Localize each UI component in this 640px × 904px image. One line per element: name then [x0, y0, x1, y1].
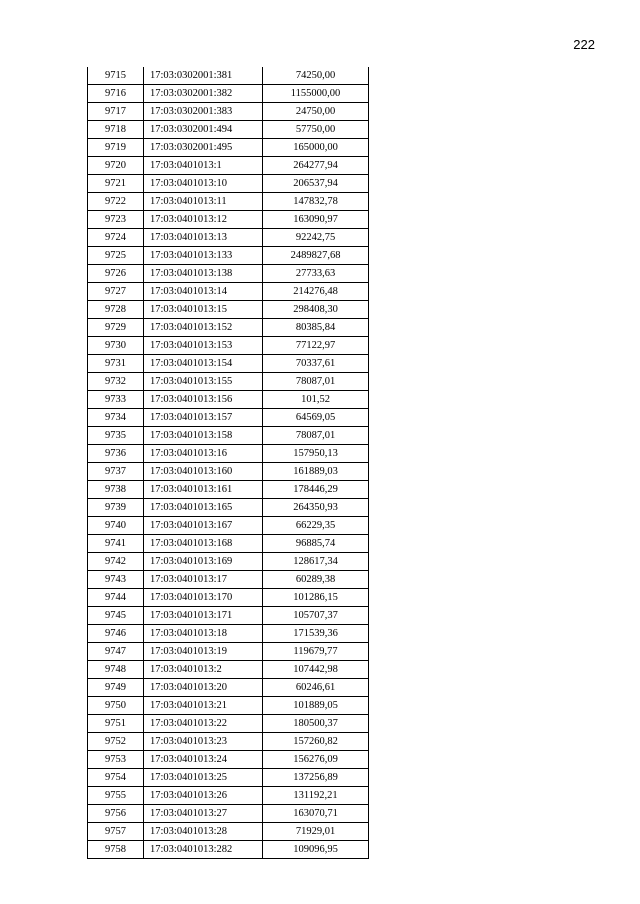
- cadastral-number-cell: 17:03:0401013:10: [144, 175, 263, 193]
- cadastral-value-cell: 60289,38: [263, 571, 369, 589]
- table-row: [88, 283, 369, 301]
- table-row: [88, 697, 369, 715]
- cadastral-value-cell: 60246,61: [263, 679, 369, 697]
- cadastral-value-cell: 147832,78: [263, 193, 369, 211]
- cadastral-number-cell: 17:03:0401013:154: [144, 355, 263, 373]
- cadastral-value-table: [87, 67, 369, 859]
- cadastral-value-cell: 64569,05: [263, 409, 369, 427]
- table-row: [88, 769, 369, 787]
- cadastral-number-cell: 17:03:0401013:21: [144, 697, 263, 715]
- table-row: [88, 517, 369, 535]
- cadastral-value-cell: 71929,01: [263, 823, 369, 841]
- cadastral-number-cell: 17:03:0401013:2: [144, 661, 263, 679]
- cadastral-number-cell: 17:03:0401013:19: [144, 643, 263, 661]
- table-row: [88, 481, 369, 499]
- row-number-cell: 9717: [88, 103, 144, 121]
- table-row: [88, 175, 369, 193]
- row-number-cell: 9756: [88, 805, 144, 823]
- row-number-cell: 9747: [88, 643, 144, 661]
- cadastral-number-cell: 17:03:0302001:494: [144, 121, 263, 139]
- row-number-cell: 9737: [88, 463, 144, 481]
- cadastral-value-table-container: [87, 67, 369, 859]
- row-number-cell: 9739: [88, 499, 144, 517]
- table-row: [88, 499, 369, 517]
- cadastral-number-cell: 17:03:0401013:171: [144, 607, 263, 625]
- cadastral-number-cell: 17:03:0401013:16: [144, 445, 263, 463]
- cadastral-number-cell: 17:03:0401013:24: [144, 751, 263, 769]
- table-row: [88, 373, 369, 391]
- cadastral-value-cell: 137256,89: [263, 769, 369, 787]
- row-number-cell: 9720: [88, 157, 144, 175]
- cadastral-value-cell: 119679,77: [263, 643, 369, 661]
- cadastral-number-cell: 17:03:0302001:383: [144, 103, 263, 121]
- row-number-cell: 9733: [88, 391, 144, 409]
- cadastral-number-cell: 17:03:0401013:12: [144, 211, 263, 229]
- row-number-cell: 9723: [88, 211, 144, 229]
- table-row: [88, 733, 369, 751]
- table-row: [88, 121, 369, 139]
- cadastral-value-cell: 96885,74: [263, 535, 369, 553]
- row-number-cell: 9721: [88, 175, 144, 193]
- table-row: [88, 679, 369, 697]
- row-number-cell: 9727: [88, 283, 144, 301]
- table-row: [88, 841, 369, 859]
- cadastral-value-cell: 156276,09: [263, 751, 369, 769]
- cadastral-value-cell: 70337,61: [263, 355, 369, 373]
- table-row: [88, 355, 369, 373]
- table-row: [88, 211, 369, 229]
- table-row: [88, 787, 369, 805]
- table-row: [88, 229, 369, 247]
- cadastral-value-cell: 78087,01: [263, 427, 369, 445]
- table-row: [88, 427, 369, 445]
- table-row: [88, 553, 369, 571]
- row-number-cell: 9716: [88, 85, 144, 103]
- cadastral-value-cell: 74250,00: [263, 67, 369, 85]
- cadastral-value-cell: 214276,48: [263, 283, 369, 301]
- cadastral-number-cell: 17:03:0401013:152: [144, 319, 263, 337]
- row-number-cell: 9729: [88, 319, 144, 337]
- row-number-cell: 9724: [88, 229, 144, 247]
- row-number-cell: 9736: [88, 445, 144, 463]
- cadastral-number-cell: 17:03:0401013:25: [144, 769, 263, 787]
- cadastral-value-cell: 77122,97: [263, 337, 369, 355]
- cadastral-value-cell: 264350,93: [263, 499, 369, 517]
- row-number-cell: 9728: [88, 301, 144, 319]
- cadastral-value-cell: 206537,94: [263, 175, 369, 193]
- cadastral-number-cell: 17:03:0401013:14: [144, 283, 263, 301]
- cadastral-value-cell: 107442,98: [263, 661, 369, 679]
- cadastral-number-cell: 17:03:0401013:167: [144, 517, 263, 535]
- cadastral-value-cell: 105707,37: [263, 607, 369, 625]
- cadastral-value-cell: 171539,36: [263, 625, 369, 643]
- cadastral-number-cell: 17:03:0401013:168: [144, 535, 263, 553]
- cadastral-number-cell: 17:03:0401013:27: [144, 805, 263, 823]
- row-number-cell: 9738: [88, 481, 144, 499]
- row-number-cell: 9726: [88, 265, 144, 283]
- cadastral-value-cell: 101286,15: [263, 589, 369, 607]
- row-number-cell: 9741: [88, 535, 144, 553]
- cadastral-number-cell: 17:03:0302001:495: [144, 139, 263, 157]
- cadastral-number-cell: 17:03:0401013:13: [144, 229, 263, 247]
- cadastral-value-cell: 66229,35: [263, 517, 369, 535]
- row-number-cell: 9754: [88, 769, 144, 787]
- table-row: [88, 715, 369, 733]
- table-row: [88, 463, 369, 481]
- cadastral-value-cell: 163070,71: [263, 805, 369, 823]
- row-number-cell: 9743: [88, 571, 144, 589]
- row-number-cell: 9755: [88, 787, 144, 805]
- cadastral-value-cell: 27733,63: [263, 265, 369, 283]
- cadastral-number-cell: 17:03:0401013:15: [144, 301, 263, 319]
- cadastral-value-cell: 24750,00: [263, 103, 369, 121]
- table-row: [88, 409, 369, 427]
- cadastral-value-cell: 264277,94: [263, 157, 369, 175]
- row-number-cell: 9734: [88, 409, 144, 427]
- cadastral-number-cell: 17:03:0302001:382: [144, 85, 263, 103]
- row-number-cell: 9748: [88, 661, 144, 679]
- cadastral-value-cell: 109096,95: [263, 841, 369, 859]
- cadastral-value-cell: 161889,03: [263, 463, 369, 481]
- cadastral-value-cell: 128617,34: [263, 553, 369, 571]
- row-number-cell: 9753: [88, 751, 144, 769]
- table-row: [88, 643, 369, 661]
- cadastral-number-cell: 17:03:0401013:169: [144, 553, 263, 571]
- page-number: 222: [573, 37, 595, 52]
- cadastral-number-cell: 17:03:0401013:161: [144, 481, 263, 499]
- cadastral-number-cell: 17:03:0401013:158: [144, 427, 263, 445]
- cadastral-value-cell: 92242,75: [263, 229, 369, 247]
- row-number-cell: 9730: [88, 337, 144, 355]
- cadastral-number-cell: 17:03:0401013:20: [144, 679, 263, 697]
- cadastral-number-cell: 17:03:0401013:133: [144, 247, 263, 265]
- cadastral-value-cell: 101889,05: [263, 697, 369, 715]
- cadastral-number-cell: 17:03:0401013:165: [144, 499, 263, 517]
- table-row: [88, 391, 369, 409]
- row-number-cell: 9722: [88, 193, 144, 211]
- row-number-cell: 9752: [88, 733, 144, 751]
- cadastral-number-cell: 17:03:0401013:155: [144, 373, 263, 391]
- table-body: [88, 67, 369, 859]
- cadastral-value-cell: 57750,00: [263, 121, 369, 139]
- table-row: [88, 589, 369, 607]
- cadastral-number-cell: 17:03:0401013:1: [144, 157, 263, 175]
- table-row: [88, 247, 369, 265]
- cadastral-value-cell: 165000,00: [263, 139, 369, 157]
- row-number-cell: 9745: [88, 607, 144, 625]
- row-number-cell: 9718: [88, 121, 144, 139]
- cadastral-number-cell: 17:03:0401013:23: [144, 733, 263, 751]
- cadastral-value-cell: 1155000,00: [263, 85, 369, 103]
- row-number-cell: 9742: [88, 553, 144, 571]
- table-row: [88, 571, 369, 589]
- row-number-cell: 9746: [88, 625, 144, 643]
- row-number-cell: 9732: [88, 373, 144, 391]
- cadastral-value-cell: 157950,13: [263, 445, 369, 463]
- table-row: [88, 625, 369, 643]
- table-row: [88, 607, 369, 625]
- table-row: [88, 535, 369, 553]
- cadastral-value-cell: 131192,21: [263, 787, 369, 805]
- table-row: [88, 661, 369, 679]
- table-row: [88, 157, 369, 175]
- table-row: [88, 445, 369, 463]
- row-number-cell: 9750: [88, 697, 144, 715]
- cadastral-number-cell: 17:03:0302001:381: [144, 67, 263, 85]
- cadastral-number-cell: 17:03:0401013:17: [144, 571, 263, 589]
- row-number-cell: 9744: [88, 589, 144, 607]
- row-number-cell: 9719: [88, 139, 144, 157]
- cadastral-number-cell: 17:03:0401013:22: [144, 715, 263, 733]
- row-number-cell: 9751: [88, 715, 144, 733]
- cadastral-value-cell: 80385,84: [263, 319, 369, 337]
- table-row: [88, 337, 369, 355]
- cadastral-value-cell: 298408,30: [263, 301, 369, 319]
- cadastral-number-cell: 17:03:0401013:153: [144, 337, 263, 355]
- cadastral-number-cell: 17:03:0401013:157: [144, 409, 263, 427]
- row-number-cell: 9758: [88, 841, 144, 859]
- table-row: [88, 103, 369, 121]
- cadastral-number-cell: 17:03:0401013:18: [144, 625, 263, 643]
- table-row: [88, 805, 369, 823]
- row-number-cell: 9715: [88, 67, 144, 85]
- cadastral-value-cell: 78087,01: [263, 373, 369, 391]
- cadastral-number-cell: 17:03:0401013:11: [144, 193, 263, 211]
- table-row: [88, 193, 369, 211]
- cadastral-number-cell: 17:03:0401013:26: [144, 787, 263, 805]
- row-number-cell: 9757: [88, 823, 144, 841]
- table-row: [88, 301, 369, 319]
- table-row: [88, 823, 369, 841]
- cadastral-value-cell: 178446,29: [263, 481, 369, 499]
- cadastral-value-cell: 157260,82: [263, 733, 369, 751]
- cadastral-value-cell: 180500,37: [263, 715, 369, 733]
- table-row: [88, 85, 369, 103]
- cadastral-number-cell: 17:03:0401013:156: [144, 391, 263, 409]
- cadastral-value-cell: 101,52: [263, 391, 369, 409]
- table-row: [88, 67, 369, 85]
- cadastral-number-cell: 17:03:0401013:282: [144, 841, 263, 859]
- cadastral-number-cell: 17:03:0401013:160: [144, 463, 263, 481]
- cadastral-number-cell: 17:03:0401013:138: [144, 265, 263, 283]
- row-number-cell: 9735: [88, 427, 144, 445]
- row-number-cell: 9740: [88, 517, 144, 535]
- row-number-cell: 9749: [88, 679, 144, 697]
- row-number-cell: 9725: [88, 247, 144, 265]
- cadastral-value-cell: 2489827,68: [263, 247, 369, 265]
- cadastral-value-cell: 163090,97: [263, 211, 369, 229]
- cadastral-number-cell: 17:03:0401013:28: [144, 823, 263, 841]
- table-row: [88, 319, 369, 337]
- table-row: [88, 751, 369, 769]
- table-row: [88, 265, 369, 283]
- row-number-cell: 9731: [88, 355, 144, 373]
- table-row: [88, 139, 369, 157]
- cadastral-number-cell: 17:03:0401013:170: [144, 589, 263, 607]
